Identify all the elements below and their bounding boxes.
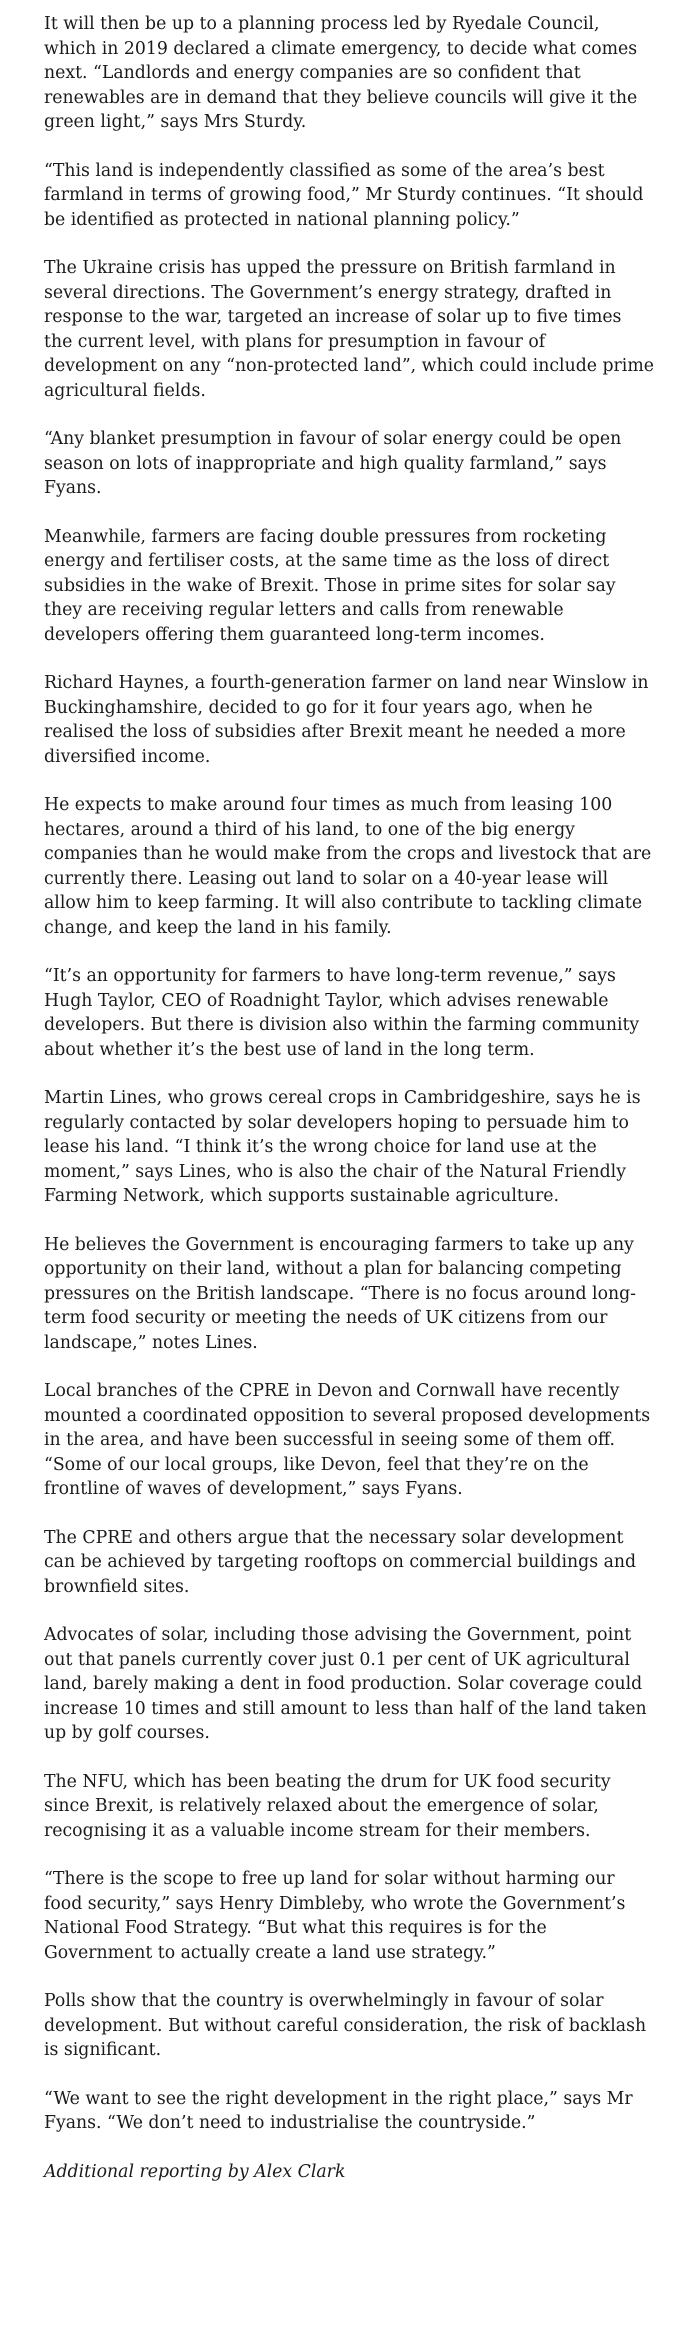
article-paragraph: Advocates of solar, including those advising the Government, point out that panels currently cover just 0.1 per cent of UK agricultural land, barely making a dent in food production. Solar coverage could increase 10 times and still amount to less than half of the land taken up by golf courses.: [44, 1625, 647, 1743]
article-paragraph: Martin Lines, who grows cereal crops in Cambridgeshire, says he is regularly contacted by solar developers hoping to persuade him to lease his land. “I think it’s the wrong choice for land use at the moment,” says Lines, who is also the chair of the Natural Friendly Farming Network, which supports sustainable agriculture.: [44, 1088, 641, 1206]
article-paragraph: It will then be up to a planning process led by Ryedale Council, which in 2019 declared a climate emergency, to decide what comes next. “Landlords and energy companies are so confident that renewables are in demand that they believe councils will give it the green light,” says Mrs Sturdy.: [44, 14, 638, 132]
article-paragraph: Polls show that the country is overwhelmingly in favour of solar development. But without careful consideration, the risk of backlash is significant.: [44, 1991, 647, 2060]
article-paragraph: The Ukraine crisis has upped the pressure on British farmland in several directions. The Government’s energy strategy, drafted in response to the war, targeted an increase of solar up to five times the current level, with plans for presumption in favour of development on any “non-protected land”, which could include prime agricultural fields.: [44, 258, 654, 401]
article-paragraph: Meanwhile, farmers are facing double pressures from rocketing energy and fertiliser costs, at the same time as the loss of direct subsidies in the wake of Brexit. Those in prime sites for solar say they are receiving regular letters and calls from renewable developers offering them guaranteed long-term incomes.: [44, 526, 616, 645]
article-paragraph: “Any blanket presumption in favour of solar energy could be open season on lots of inappropriate and high quality farmland,” says Fyans.: [44, 429, 622, 498]
article-body: [44, 0, 654, 2184]
article-paragraph: Local branches of the CPRE in Devon and Cornwall have recently mounted a coordinated opposition to several proposed developments in the area, and have been successful in seeing some of them off. “Some of our local groups, like Devon, feel that they’re on the frontline of waves of development,” says Fyans.: [44, 1381, 651, 1499]
article-paragraph: He believes the Government is encouraging farmers to take up any opportunity on their land, without a plan for balancing competing pressures on the British landscape. “There is no focus around long-term food security or meeting the needs of UK citizens from our landscape,” notes Lines.: [44, 1234, 637, 1353]
article-paragraph: “There is the scope to free up land for solar without harming our food security,” says Henry Dimbleby, who wrote the Government’s National Food Strategy. “But what this requires is for the Government to actually create a land use strategy.”: [44, 1869, 626, 1963]
article-paragraph: The NFU, which has been beating the drum for UK food security since Brexit, is relatively relaxed about the emergence of solar, recognising it as a valuable income stream for their members.: [44, 1771, 611, 1841]
article-paragraph: “We want to see the right development in the right place,” says Mr Fyans. “We don’t need to industrialise the countryside.”: [44, 2088, 633, 2133]
article-paragraph: The CPRE and others argue that the necessary solar development can be achieved by targeting rooftops on commercial buildings and brownfield sites.: [44, 1527, 637, 1597]
article-paragraph: “This land is independently classified as some of the area’s best farmland in terms of growing food,” Mr Sturdy continues. “It should be identified as protected in national planning policy.”: [44, 160, 644, 230]
article-paragraph: “It’s an opportunity for farmers to have long-term revenue,” says Hugh Taylor, CEO of Roadnight Taylor, which advises renewable developers. But there is division also within the farming community about whether it’s the best use of land in the long term.: [44, 966, 640, 1060]
reporting-credit: Additional reporting by Alex Clark: [44, 2161, 346, 2182]
article-paragraph: He expects to make around four times as much from leasing 100 hectares, around a third of his land, to one of the big energy companies than he would make from the crops and livestock that are currently there. Leasing out land to solar on a 40-year lease will allow him to keep farming. It will also contribute to tackling climate change, and keep the land in his family.: [44, 795, 652, 938]
article-paragraph: Richard Haynes, a fourth-generation farmer on land near Winslow in Buckinghamshire, decided to go for it four years ago, when he realised the loss of subsidies after Brexit meant he needed a more diversified income.: [44, 673, 649, 767]
